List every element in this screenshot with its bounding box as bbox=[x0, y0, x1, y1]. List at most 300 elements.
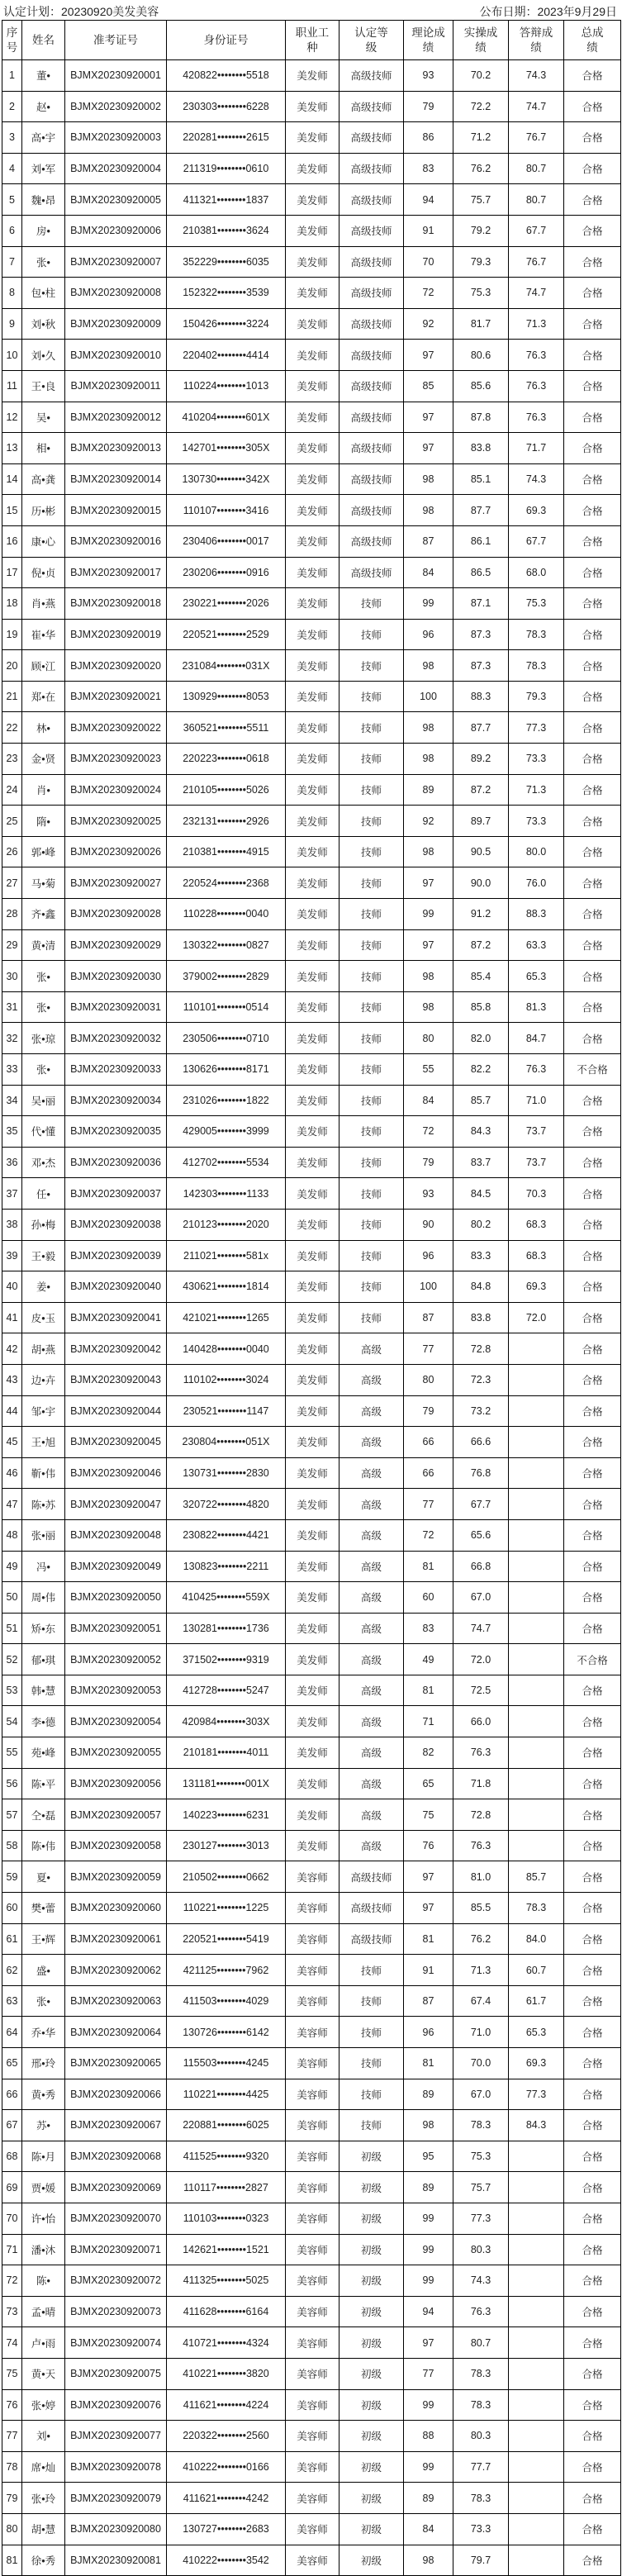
total-cell: 合格 bbox=[564, 1364, 621, 1395]
table-row bbox=[2, 1427, 621, 1458]
ticket-cell: BJMX20230920048 bbox=[65, 1519, 167, 1551]
seq-cell: 62 bbox=[2, 1955, 22, 1986]
theory-cell: 97 bbox=[404, 340, 453, 371]
seq-cell: 39 bbox=[2, 1240, 22, 1271]
id-cell: 220223••••••••0618 bbox=[167, 744, 286, 775]
level-cell: 技师 bbox=[339, 1271, 404, 1303]
ticket-cell: BJMX20230920060 bbox=[65, 1893, 167, 1924]
seq-cell: 58 bbox=[2, 1830, 22, 1861]
name-cell: 崔•华 bbox=[22, 619, 65, 650]
total-cell: 合格 bbox=[564, 122, 621, 154]
level-cell: 高级技师 bbox=[339, 278, 404, 309]
name-cell: 郭•峰 bbox=[22, 836, 65, 867]
id-cell: 110221••••••••4425 bbox=[167, 2079, 286, 2110]
total-cell: 合格 bbox=[564, 1427, 621, 1458]
defense-cell: 69.3 bbox=[509, 1271, 564, 1303]
practical-cell: 85.1 bbox=[453, 463, 509, 495]
practical-cell: 70.2 bbox=[453, 60, 509, 92]
practical-cell: 91.2 bbox=[453, 899, 509, 930]
table-row bbox=[2, 2079, 621, 2110]
total-cell: 合格 bbox=[564, 495, 621, 526]
ticket-cell: BJMX20230920072 bbox=[65, 2265, 167, 2297]
level-cell: 高级 bbox=[339, 1519, 404, 1551]
id-cell: 210381••••••••3624 bbox=[167, 215, 286, 246]
theory-cell: 77 bbox=[404, 1489, 453, 1520]
name-cell: 马•菊 bbox=[22, 867, 65, 899]
id-cell: 420822••••••••5518 bbox=[167, 60, 286, 92]
practical-cell: 87.8 bbox=[453, 402, 509, 433]
defense-cell: 76.3 bbox=[509, 1054, 564, 1086]
practical-cell: 80.6 bbox=[453, 340, 509, 371]
date-label: 公布日期： bbox=[479, 5, 538, 18]
level-cell: 初级 bbox=[339, 2265, 404, 2297]
theory-cell: 96 bbox=[404, 619, 453, 650]
ticket-cell: BJMX20230920006 bbox=[65, 215, 167, 246]
trade-cell: 美容师 bbox=[286, 2265, 339, 2297]
defense-cell bbox=[509, 1675, 564, 1706]
total-cell: 不合格 bbox=[564, 1054, 621, 1086]
table-row bbox=[2, 1644, 621, 1675]
practical-cell: 75.7 bbox=[453, 2172, 509, 2203]
seq-cell: 41 bbox=[2, 1302, 22, 1333]
name-cell: 郑•在 bbox=[22, 681, 65, 712]
theory-cell: 98 bbox=[404, 2545, 453, 2576]
total-cell: 合格 bbox=[564, 1085, 621, 1116]
trade-cell: 美发师 bbox=[286, 60, 339, 92]
name-cell: 张• bbox=[22, 1054, 65, 1086]
ticket-cell: BJMX20230920079 bbox=[65, 2483, 167, 2514]
ticket-cell: BJMX20230920047 bbox=[65, 1489, 167, 1520]
defense-cell bbox=[509, 2513, 564, 2545]
level-cell: 初级 bbox=[339, 2172, 404, 2203]
defense-cell bbox=[509, 1737, 564, 1769]
level-cell: 技师 bbox=[339, 588, 404, 620]
name-cell: 陈•月 bbox=[22, 2141, 65, 2172]
ticket-cell: BJMX20230920004 bbox=[65, 153, 167, 184]
total-cell: 合格 bbox=[564, 961, 621, 992]
id-cell: 131181••••••••001X bbox=[167, 1768, 286, 1799]
id-cell: 230303••••••••6228 bbox=[167, 91, 286, 122]
seq-cell: 47 bbox=[2, 1489, 22, 1520]
defense-cell bbox=[509, 2358, 564, 2389]
id-cell: 220402••••••••4414 bbox=[167, 340, 286, 371]
total-cell: 合格 bbox=[564, 463, 621, 495]
ticket-cell: BJMX20230920033 bbox=[65, 1054, 167, 1086]
id-cell: 110228••••••••0040 bbox=[167, 899, 286, 930]
trade-cell: 美发师 bbox=[286, 278, 339, 309]
name-cell: 郁•琪 bbox=[22, 1644, 65, 1675]
name-cell: 高•龚 bbox=[22, 463, 65, 495]
id-cell: 410222••••••••0166 bbox=[167, 2451, 286, 2483]
trade-cell: 美发师 bbox=[286, 1364, 339, 1395]
trade-cell: 美容师 bbox=[286, 2234, 339, 2265]
ticket-cell: BJMX20230920038 bbox=[65, 1209, 167, 1240]
total-cell: 合格 bbox=[564, 60, 621, 92]
seq-cell: 49 bbox=[2, 1551, 22, 1582]
level-cell: 高级 bbox=[339, 1427, 404, 1458]
seq-cell: 63 bbox=[2, 1985, 22, 2017]
name-cell: 盛• bbox=[22, 1955, 65, 1986]
practical-cell: 72.0 bbox=[453, 1644, 509, 1675]
id-cell: 152322••••••••3539 bbox=[167, 278, 286, 309]
id-cell: 411525••••••••9320 bbox=[167, 2141, 286, 2172]
practical-cell: 80.2 bbox=[453, 1209, 509, 1240]
defense-cell bbox=[509, 1799, 564, 1831]
practical-cell: 87.7 bbox=[453, 495, 509, 526]
total-cell: 合格 bbox=[564, 1893, 621, 1924]
defense-cell: 67.7 bbox=[509, 525, 564, 557]
theory-cell: 87 bbox=[404, 1302, 453, 1333]
practical-cell: 72.5 bbox=[453, 1675, 509, 1706]
id-cell: 379002••••••••2829 bbox=[167, 961, 286, 992]
level-cell: 技师 bbox=[339, 774, 404, 806]
practical-cell: 90.5 bbox=[453, 836, 509, 867]
defense-cell: 61.7 bbox=[509, 1985, 564, 2017]
table-row bbox=[2, 2141, 621, 2172]
defense-cell: 80.7 bbox=[509, 184, 564, 216]
trade-cell: 美发师 bbox=[286, 1489, 339, 1520]
table-row bbox=[2, 1457, 621, 1489]
theory-cell: 93 bbox=[404, 1178, 453, 1210]
practical-cell: 87.3 bbox=[453, 650, 509, 682]
name-cell: 贾•媛 bbox=[22, 2172, 65, 2203]
id-cell: 110117••••••••2827 bbox=[167, 2172, 286, 2203]
seq-cell: 76 bbox=[2, 2389, 22, 2421]
defense-cell bbox=[509, 2203, 564, 2234]
theory-cell: 85 bbox=[404, 370, 453, 402]
table-row bbox=[2, 991, 621, 1023]
defense-cell: 84.0 bbox=[509, 1923, 564, 1955]
trade-cell: 美发师 bbox=[286, 961, 339, 992]
level-cell: 技师 bbox=[339, 2048, 404, 2079]
practical-cell: 82.0 bbox=[453, 1023, 509, 1054]
ticket-cell: BJMX20230920051 bbox=[65, 1613, 167, 1644]
trade-cell: 美容师 bbox=[286, 1893, 339, 1924]
name-cell: 刘•秋 bbox=[22, 308, 65, 340]
ticket-cell: BJMX20230920058 bbox=[65, 1830, 167, 1861]
name-cell: 潘•沐 bbox=[22, 2234, 65, 2265]
table-row bbox=[2, 1613, 621, 1644]
total-cell: 合格 bbox=[564, 1955, 621, 1986]
level-cell: 技师 bbox=[339, 1178, 404, 1210]
defense-cell bbox=[509, 1551, 564, 1582]
seq-cell: 66 bbox=[2, 2079, 22, 2110]
id-cell: 220281••••••••2615 bbox=[167, 122, 286, 154]
name-cell: 许•怡 bbox=[22, 2203, 65, 2234]
level-cell: 技师 bbox=[339, 961, 404, 992]
seq-cell: 25 bbox=[2, 806, 22, 837]
defense-cell bbox=[509, 1489, 564, 1520]
seq-cell: 3 bbox=[2, 122, 22, 154]
ticket-cell: BJMX20230920009 bbox=[65, 308, 167, 340]
defense-cell bbox=[509, 1830, 564, 1861]
theory-cell: 94 bbox=[404, 184, 453, 216]
total-cell: 合格 bbox=[564, 1023, 621, 1054]
table-row bbox=[2, 1240, 621, 1271]
theory-cell: 99 bbox=[404, 899, 453, 930]
defense-cell bbox=[509, 2389, 564, 2421]
total-cell: 合格 bbox=[564, 557, 621, 588]
practical-cell: 78.3 bbox=[453, 2358, 509, 2389]
level-cell: 初级 bbox=[339, 2358, 404, 2389]
level-cell: 高级技师 bbox=[339, 1861, 404, 1893]
id-cell: 220322••••••••2560 bbox=[167, 2421, 286, 2452]
seq-cell: 27 bbox=[2, 867, 22, 899]
ticket-cell: BJMX20230920028 bbox=[65, 899, 167, 930]
seq-cell: 59 bbox=[2, 1861, 22, 1893]
total-cell: 合格 bbox=[564, 650, 621, 682]
name-cell: 任• bbox=[22, 1178, 65, 1210]
total-cell: 合格 bbox=[564, 899, 621, 930]
name-cell: 倪•贞 bbox=[22, 557, 65, 588]
name-cell: 赵• bbox=[22, 91, 65, 122]
theory-cell: 77 bbox=[404, 2358, 453, 2389]
trade-cell: 美发师 bbox=[286, 619, 339, 650]
seq-cell: 28 bbox=[2, 899, 22, 930]
theory-cell: 81 bbox=[404, 1923, 453, 1955]
id-cell: 232131••••••••2926 bbox=[167, 806, 286, 837]
theory-cell: 99 bbox=[404, 2265, 453, 2297]
ticket-cell: BJMX20230920031 bbox=[65, 991, 167, 1023]
level-cell: 初级 bbox=[339, 2545, 404, 2576]
theory-cell: 97 bbox=[404, 1893, 453, 1924]
theory-cell: 98 bbox=[404, 712, 453, 744]
id-cell: 110101••••••••0514 bbox=[167, 991, 286, 1023]
level-cell: 高级技师 bbox=[339, 153, 404, 184]
seq-cell: 55 bbox=[2, 1737, 22, 1769]
theory-cell: 76 bbox=[404, 1830, 453, 1861]
table-row bbox=[2, 1116, 621, 1148]
name-cell: 张•丽 bbox=[22, 1519, 65, 1551]
table-row bbox=[2, 1799, 621, 1831]
total-cell: 合格 bbox=[564, 433, 621, 464]
name-cell: 苏• bbox=[22, 2110, 65, 2141]
practical-cell: 66.0 bbox=[453, 1706, 509, 1737]
level-cell: 初级 bbox=[339, 2327, 404, 2359]
theory-cell: 93 bbox=[404, 60, 453, 92]
trade-cell: 美发师 bbox=[286, 402, 339, 433]
total-cell: 合格 bbox=[564, 2110, 621, 2141]
id-cell: 220521••••••••5419 bbox=[167, 1923, 286, 1955]
level-cell: 技师 bbox=[339, 650, 404, 682]
trade-cell: 美容师 bbox=[286, 2483, 339, 2514]
seq-cell: 51 bbox=[2, 1613, 22, 1644]
col-level-header: 认定等 级 bbox=[339, 21, 404, 60]
theory-cell: 87 bbox=[404, 525, 453, 557]
id-cell: 230221••••••••2026 bbox=[167, 588, 286, 620]
level-cell: 技师 bbox=[339, 619, 404, 650]
seq-cell: 1 bbox=[2, 60, 22, 92]
ticket-cell: BJMX20230920077 bbox=[65, 2421, 167, 2452]
defense-cell: 71.0 bbox=[509, 1085, 564, 1116]
table-row bbox=[2, 308, 621, 340]
table-row bbox=[2, 2017, 621, 2048]
practical-cell: 80.7 bbox=[453, 2327, 509, 2359]
id-cell: 220524••••••••2368 bbox=[167, 867, 286, 899]
trade-cell: 美容师 bbox=[286, 1985, 339, 2017]
trade-cell: 美发师 bbox=[286, 1768, 339, 1799]
practical-cell: 71.0 bbox=[453, 2017, 509, 2048]
name-cell: 夏• bbox=[22, 1861, 65, 1893]
total-cell: 合格 bbox=[564, 1519, 621, 1551]
name-cell: 康•心 bbox=[22, 525, 65, 557]
id-cell: 230804••••••••051X bbox=[167, 1427, 286, 1458]
practical-cell: 70.0 bbox=[453, 2048, 509, 2079]
ticket-cell: BJMX20230920013 bbox=[65, 433, 167, 464]
seq-cell: 43 bbox=[2, 1364, 22, 1395]
defense-cell: 68.3 bbox=[509, 1209, 564, 1240]
trade-cell: 美容师 bbox=[286, 2358, 339, 2389]
ticket-cell: BJMX20230920034 bbox=[65, 1085, 167, 1116]
practical-cell: 80.3 bbox=[453, 2421, 509, 2452]
theory-cell: 98 bbox=[404, 463, 453, 495]
defense-cell: 79.3 bbox=[509, 681, 564, 712]
level-cell: 技师 bbox=[339, 899, 404, 930]
practical-cell: 81.7 bbox=[453, 308, 509, 340]
theory-cell: 81 bbox=[404, 1551, 453, 1582]
practical-cell: 85.6 bbox=[453, 370, 509, 402]
ticket-cell: BJMX20230920024 bbox=[65, 774, 167, 806]
defense-cell: 73.7 bbox=[509, 1147, 564, 1178]
col-name-header: 姓名 bbox=[22, 21, 65, 60]
theory-cell: 96 bbox=[404, 1240, 453, 1271]
practical-cell: 85.7 bbox=[453, 1085, 509, 1116]
ticket-cell: BJMX20230920055 bbox=[65, 1737, 167, 1769]
seq-cell: 17 bbox=[2, 557, 22, 588]
theory-cell: 66 bbox=[404, 1457, 453, 1489]
table-row bbox=[2, 495, 621, 526]
header-row bbox=[2, 21, 621, 60]
name-cell: 苑•峰 bbox=[22, 1737, 65, 1769]
theory-cell: 83 bbox=[404, 1613, 453, 1644]
practical-cell: 83.7 bbox=[453, 1147, 509, 1178]
trade-cell: 美容师 bbox=[286, 2110, 339, 2141]
table-row bbox=[2, 153, 621, 184]
seq-cell: 6 bbox=[2, 215, 22, 246]
defense-cell: 73.3 bbox=[509, 744, 564, 775]
table-row bbox=[2, 836, 621, 867]
id-cell: 210502••••••••0662 bbox=[167, 1861, 286, 1893]
seq-cell: 32 bbox=[2, 1023, 22, 1054]
level-cell: 初级 bbox=[339, 2141, 404, 2172]
name-cell: 金•贤 bbox=[22, 744, 65, 775]
seq-cell: 21 bbox=[2, 681, 22, 712]
seq-cell: 79 bbox=[2, 2483, 22, 2514]
table-row bbox=[2, 2296, 621, 2327]
seq-cell: 81 bbox=[2, 2545, 22, 2576]
table-row bbox=[2, 433, 621, 464]
seq-cell: 80 bbox=[2, 2513, 22, 2545]
defense-cell: 88.3 bbox=[509, 899, 564, 930]
table-row bbox=[2, 1551, 621, 1582]
seq-cell: 77 bbox=[2, 2421, 22, 2452]
ticket-cell: BJMX20230920061 bbox=[65, 1923, 167, 1955]
ticket-cell: BJMX20230920075 bbox=[65, 2358, 167, 2389]
table-row bbox=[2, 1737, 621, 1769]
theory-cell: 90 bbox=[404, 1209, 453, 1240]
name-cell: 皮•玉 bbox=[22, 1302, 65, 1333]
total-cell: 合格 bbox=[564, 744, 621, 775]
defense-cell: 76.3 bbox=[509, 340, 564, 371]
practical-cell: 89.7 bbox=[453, 806, 509, 837]
level-cell: 技师 bbox=[339, 929, 404, 961]
theory-cell: 100 bbox=[404, 1271, 453, 1303]
ticket-cell: BJMX20230920054 bbox=[65, 1706, 167, 1737]
trade-cell: 美发师 bbox=[286, 122, 339, 154]
ticket-cell: BJMX20230920014 bbox=[65, 463, 167, 495]
level-cell: 技师 bbox=[339, 836, 404, 867]
table-row bbox=[2, 2234, 621, 2265]
theory-cell: 89 bbox=[404, 774, 453, 806]
defense-cell bbox=[509, 1457, 564, 1489]
level-cell: 高级 bbox=[339, 1737, 404, 1769]
table-row bbox=[2, 525, 621, 557]
seq-cell: 24 bbox=[2, 774, 22, 806]
name-cell: 张•琼 bbox=[22, 1023, 65, 1054]
id-cell: 211319••••••••0610 bbox=[167, 153, 286, 184]
trade-cell: 美发师 bbox=[286, 650, 339, 682]
total-cell: 合格 bbox=[564, 246, 621, 278]
trade-cell: 美发师 bbox=[286, 1209, 339, 1240]
trade-cell: 美容师 bbox=[286, 2296, 339, 2327]
level-cell: 高级技师 bbox=[339, 184, 404, 216]
defense-cell: 65.3 bbox=[509, 2017, 564, 2048]
level-cell: 高级技师 bbox=[339, 1893, 404, 1924]
ticket-cell: BJMX20230920057 bbox=[65, 1799, 167, 1831]
table-row bbox=[2, 1147, 621, 1178]
seq-cell: 9 bbox=[2, 308, 22, 340]
trade-cell: 美发师 bbox=[286, 1706, 339, 1737]
table-row bbox=[2, 1768, 621, 1799]
defense-cell: 77.3 bbox=[509, 2079, 564, 2110]
practical-cell: 67.0 bbox=[453, 1582, 509, 1614]
trade-cell: 美容师 bbox=[286, 2079, 339, 2110]
theory-cell: 89 bbox=[404, 2483, 453, 2514]
defense-cell bbox=[509, 1706, 564, 1737]
table-row bbox=[2, 1955, 621, 1986]
ticket-cell: BJMX20230920064 bbox=[65, 2017, 167, 2048]
ticket-cell: BJMX20230920068 bbox=[65, 2141, 167, 2172]
id-cell: 320722••••••••4820 bbox=[167, 1489, 286, 1520]
name-cell: 隋• bbox=[22, 806, 65, 837]
id-cell: 420984••••••••303X bbox=[167, 1706, 286, 1737]
defense-cell: 81.3 bbox=[509, 991, 564, 1023]
defense-cell: 84.3 bbox=[509, 2110, 564, 2141]
theory-cell: 84 bbox=[404, 2513, 453, 2545]
trade-cell: 美发师 bbox=[286, 184, 339, 216]
table-row bbox=[2, 1706, 621, 1737]
ticket-cell: BJMX20230920017 bbox=[65, 557, 167, 588]
ticket-cell: BJMX20230920037 bbox=[65, 1178, 167, 1210]
seq-cell: 36 bbox=[2, 1147, 22, 1178]
ticket-cell: BJMX20230920049 bbox=[65, 1551, 167, 1582]
id-cell: 352229••••••••6035 bbox=[167, 246, 286, 278]
name-cell: 孟•晴 bbox=[22, 2296, 65, 2327]
practical-cell: 85.8 bbox=[453, 991, 509, 1023]
id-cell: 430621••••••••1814 bbox=[167, 1271, 286, 1303]
trade-cell: 美发师 bbox=[286, 91, 339, 122]
ticket-cell: BJMX20230920069 bbox=[65, 2172, 167, 2203]
theory-cell: 89 bbox=[404, 2079, 453, 2110]
defense-cell: 69.3 bbox=[509, 2048, 564, 2079]
seq-cell: 20 bbox=[2, 650, 22, 682]
practical-cell: 74.3 bbox=[453, 2265, 509, 2297]
trade-cell: 美容师 bbox=[286, 2545, 339, 2576]
total-cell: 合格 bbox=[564, 402, 621, 433]
theory-cell: 99 bbox=[404, 588, 453, 620]
total-cell: 合格 bbox=[564, 1768, 621, 1799]
theory-cell: 81 bbox=[404, 1675, 453, 1706]
